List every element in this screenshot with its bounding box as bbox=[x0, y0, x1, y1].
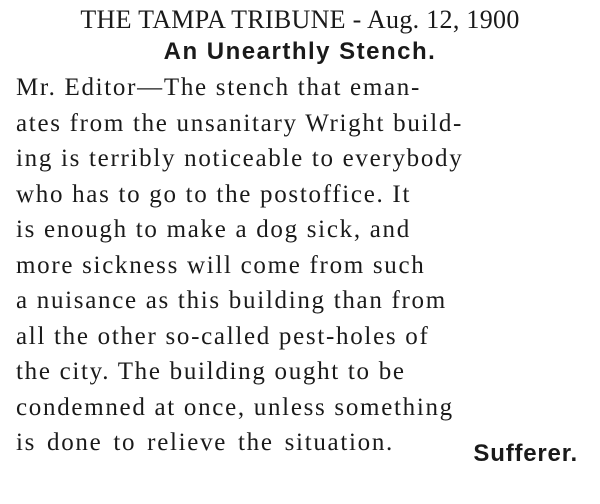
letter-line: more sickness will come from such bbox=[16, 251, 426, 279]
letter-body bbox=[16, 70, 596, 461]
letter-line: ates from the unsanitary Wright build- bbox=[16, 109, 464, 137]
letter-line: a nuisance as this building than from bbox=[16, 287, 447, 314]
letter-line: is enough to make a dog sick, and bbox=[16, 216, 411, 243]
letter-line: Mr. Editor—The stench that eman- bbox=[16, 74, 421, 101]
letter-line: is done to relieve the situation. bbox=[16, 429, 394, 456]
letter-line: condemned at once, unless something bbox=[16, 393, 454, 421]
letter-line: the city. The building ought to be bbox=[16, 358, 406, 385]
letter-line: who has to go to the postoffice. It bbox=[16, 180, 412, 208]
letter-signature: Sufferer. bbox=[473, 440, 578, 467]
article-headline: An Unearthly Stench. bbox=[163, 38, 437, 65]
letter-line: ing is terribly noticeable to everybody bbox=[16, 145, 464, 172]
letter-line: all the other so-called pest-holes of bbox=[16, 322, 430, 350]
newspaper-masthead: THE TAMPA TRIBUNE - Aug. 12, 1900 bbox=[80, 5, 520, 34]
